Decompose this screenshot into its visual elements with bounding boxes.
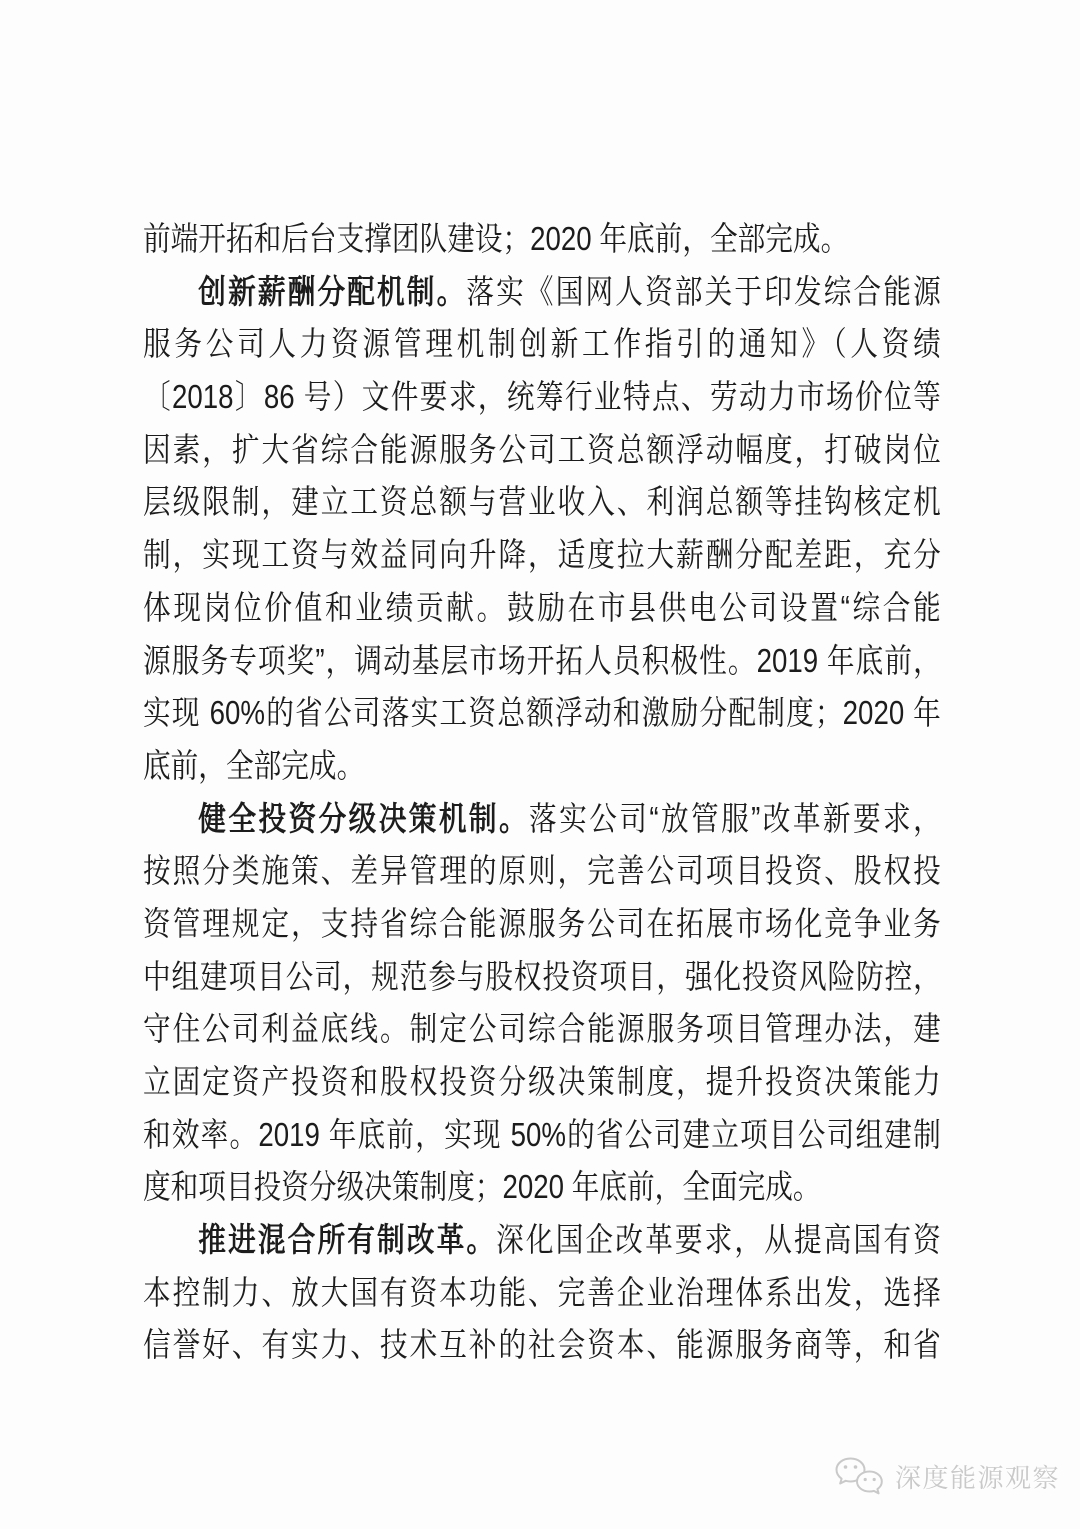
text-line [143, 951, 941, 1004]
text-line [143, 1214, 941, 1267]
paragraph-text: 前端开拓和后台支撑团队建设；2020 年底前，全部完成。 [143, 220, 849, 257]
text-line [143, 213, 941, 266]
text-line [143, 1109, 941, 1162]
text-line [143, 529, 941, 582]
text-line [143, 371, 941, 424]
text-line [143, 1003, 941, 1056]
text-line [143, 635, 941, 688]
text-line [143, 898, 941, 951]
paragraph-text: 落实《国网人资部关于印发综合能源 [466, 272, 941, 310]
paragraph-text: 〔2018〕86 号）文件要求，统筹行业特点、劳动力市场价位等 [143, 378, 941, 416]
paragraph-text: 守住公司利益底线。制定公司综合能源服务项目管理办法，建 [143, 1010, 941, 1048]
paragraph-lead-bold-text: 健全投资分级决策机制。 [198, 799, 530, 837]
text-line [143, 1056, 941, 1109]
paragraph-text: 制，实现工资与效益同向升降，适度拉大薪酬分配差距，充分 [143, 536, 941, 574]
paragraph-text: 体现岗位价值和业绩贡献。鼓励在市县供电公司设置“综合能 [143, 588, 941, 626]
paragraph-lead-bold-text: 创新薪酬分配机制。 [198, 272, 467, 310]
paragraph-text: 层级限制，建立工资总额与营业收入、利润总额等挂钩核定机 [143, 483, 941, 521]
paragraph-text: 按照分类施策、差异管理的原则，完善公司项目投资、股权投 [143, 852, 941, 890]
watermark-label: 深度能源观察 [895, 1462, 1061, 1493]
text-line [143, 740, 941, 793]
paragraph-text: 深化国企改革要求，从提高国有资 [496, 1221, 941, 1259]
document-body [143, 213, 941, 1372]
paragraph-text: 因素，扩大省综合能源服务公司工资总额浮动幅度，打破岗位 [143, 430, 941, 468]
paragraph-text: 资管理规定，支持省综合能源服务公司在拓展市场化竞争业务 [143, 904, 941, 942]
text-line [143, 793, 941, 846]
text-line [143, 582, 941, 635]
text-line [143, 424, 941, 477]
paragraph-text: 信誉好、有实力、技术互补的社会资本、能源服务商等，和省 [143, 1326, 941, 1364]
paragraph-text: 落实公司“放管服”改革新要求， [529, 799, 941, 837]
paragraph-text: 实现 60%的省公司落实工资总额浮动和激励分配制度；2020 年 [143, 694, 941, 732]
text-line [143, 1319, 941, 1372]
paragraph-text: 度和项目投资分级决策制度；2020 年底前，全面完成。 [143, 1168, 821, 1206]
paragraph-text: 中组建项目公司，规范参与股权投资项目，强化投资风险防控， [143, 957, 941, 995]
text-line [143, 1161, 941, 1214]
paragraph-text: 和效率。2019 年底前，实现 50%的省公司建立项目公司组建制 [143, 1115, 941, 1153]
paragraph-text: 源服务专项奖”，调动基层市场开拓人员积极性。2019 年底前， [143, 641, 941, 679]
paragraph-lead-bold-text: 推进混合所有制改革。 [198, 1221, 497, 1259]
text-line [143, 1267, 941, 1320]
text-line [143, 318, 941, 371]
text-line [143, 845, 941, 898]
paragraph-text: 立固定资产投资和股权投资分级决策制度，提升投资决策能力 [143, 1063, 941, 1100]
watermark [834, 1456, 1060, 1496]
wechat-icon [834, 1456, 886, 1496]
paragraph-text: 本控制力、放大国有资本功能、完善企业治理体系出发，选择 [143, 1273, 941, 1311]
text-line [143, 687, 941, 740]
text-line [143, 266, 941, 319]
text-line [143, 476, 941, 529]
paragraph-text: 底前，全部完成。 [143, 746, 365, 784]
paragraph-text: 服务公司人力资源管理机制创新工作指引的通知》（人资绩 [143, 325, 941, 363]
